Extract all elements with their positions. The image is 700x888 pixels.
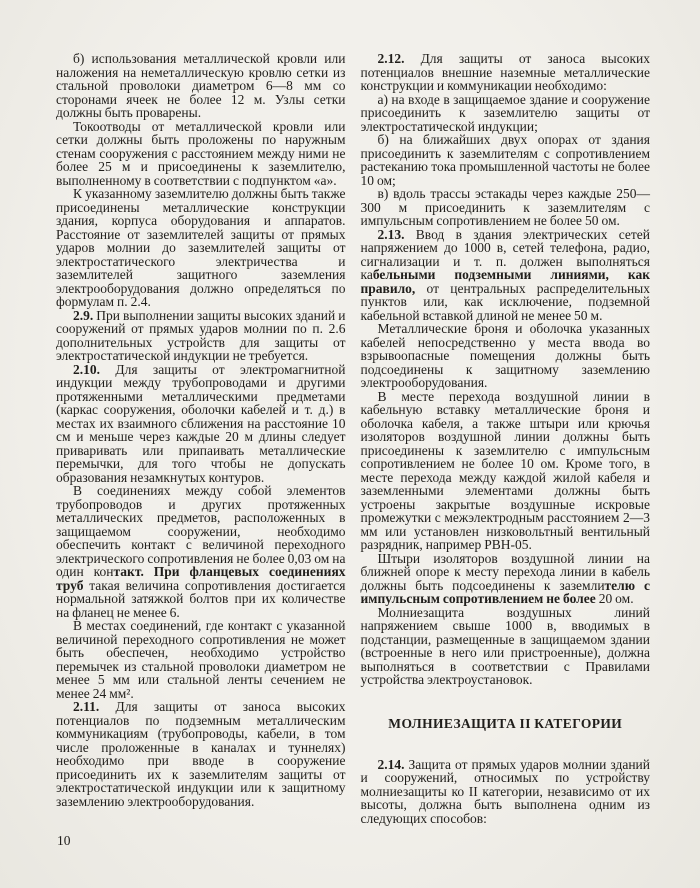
paragraph: а) на входе в защищаемое здание и сооружение присоединить к заземлителю защиты от электростатической индукции; bbox=[360, 91, 650, 134]
paragraph: Молниезащита воздушных линий напряжением свыше 1000 в, вводимых в подстанции, размещенные в защищаемом здании (встроенные в него или пристроенные), должна выполняться в соответствии с Правилами устройства электроустановок. bbox=[360, 604, 650, 687]
clause-number: 2.10. bbox=[73, 361, 116, 377]
column-right bbox=[361, 52, 651, 825]
page-number: 10 bbox=[57, 833, 71, 848]
paragraph: б) использования металлической кровли или наложения на неметаллическую кровлю сетки из стальной проволоки диаметром 6—8 мм со сторонами ячеек не более 12 м. Узлы сетки должны быть проварены. bbox=[56, 51, 346, 120]
text-columns bbox=[56, 52, 650, 825]
paragraph: 2.13. Ввод в здания электрических сетей напряжением до 1000 в, сетей телефона, радио, сигнализации и т. п. должен выполняться кабельными подземными линиями, как правило, от центральных распределительных пунктов или, как исключение, подземной кабельной вставкой длиной не менее 50 м. bbox=[360, 226, 650, 323]
paragraph: Токоотводы от металлической кровли или сетки должны быть проложены по наружным стенам сооружения с расстоянием между ними не более 25 м и присоединены к заземлителю, выполненному в соответствии с подпунктом «а». bbox=[56, 118, 346, 188]
paragraph: 2.14. Защита от прямых ударов молнии зданий и сооружений, относимых по устройству молниезащиты ко II категории, независимо от их высоты, должна быть выполнена одним из следующих способов: bbox=[360, 756, 650, 826]
paragraph: Штыри изоляторов воздушной линии на ближней опоре к месту перехода линии в кабель должны быть подсоединены к заземлителю с импульсным сопротивлением не более 20 ом. bbox=[360, 550, 650, 606]
section-heading: МОЛНИЕЗАЩИТА II КАТЕГОРИИ bbox=[388, 715, 623, 731]
paragraph: 2.9. При выполнении защиты высоких зданий и сооружений от прямых ударов молнии по п. 2.6 дополнительных устройств для защиты от электростатической индукции не требуется. bbox=[56, 307, 346, 363]
paragraph: б) на ближайших двух опорах от здания присоединить к заземлителям с сопротивлением растеканию тока промышленной частоты не более 10 ом; bbox=[360, 132, 650, 188]
paragraph: Металлические броня и оболочка указанных кабелей непосредственно у места ввода во взрывоопасные помещения должны быть подсоединены к защитному заземлению электрооборудования. bbox=[360, 321, 650, 390]
paragraph: в) вдоль трассы эстакады через каждые 250—300 м присоединить к заземлителям с импульсным сопротивлением не более 50 ом. bbox=[360, 186, 650, 228]
clause-number: 2.11. bbox=[73, 699, 116, 714]
paragraph: 2.10. Для защиты от электромагнитной индукции между трубопроводами и другими протяженными металлическими предметами (каркас сооружения, оболочки кабелей и т. д.) в местах их взаимного сближения на расстояние 10 см и меньше через каждые 20 м длины следует приваривать или припаивать металлические перемычки, для того чтобы не допускать образования незамкнутых контуров. bbox=[56, 361, 346, 485]
paragraph: В соединениях между собой элементов трубопроводов и других протяженных металлических предметов, расположенных в защищаемом сооружении, необходимо обеспечить контакт с величиной переходного электрического сопротивления не более 0,03 ом на один контакт. При фланцевых соединениях труб такая величина сопротивления достигается нормальной затяжкой болтов при их количестве на фланец не менее 6. bbox=[56, 483, 346, 620]
clause-number: 2.13. bbox=[377, 226, 416, 242]
clause-number: 2.14. bbox=[377, 756, 409, 772]
clause-number: 2.9. bbox=[73, 307, 97, 323]
paragraph: 2.12. Для защиты от заноса высоких потенциалов внешние наземные металлические конструкции и коммуникации необходимо: bbox=[360, 51, 650, 93]
column-left bbox=[56, 52, 346, 825]
paragraph: В месте перехода воздушной линии в кабельную вставку металлические броня и оболочка кабеля, а также штыри или крючья изоляторов воздушной линии должны быть присоединены к заземлителю с импульсным сопротивлением не более 10 ом. Кроме того, в месте перехода между каждой жилой кабеля и заземленными элементами должны быть устроены закрытые воздушные искровые промежутки с межэлектродным расстоянием 2—3 мм или установлен низковольтный вентильный разрядник, например РВН-05. bbox=[360, 388, 650, 552]
paragraph: 2.11. Для защиты от заноса высоких потенциалов по подземным металлическим коммуникациям (трубопроводы, кабели, в том числе проложенные в каналах и туннелях) необходимо при вводе в сооружение присоединить их к заземлителям защиты от электростатической индукции или к защитному заземлению электрооборудования. bbox=[56, 699, 346, 809]
paragraph: К указанному заземлителю должны быть также присоединены металлические конструкции здания, корпуса оборудования и аппаратов. Расстояние от заземлителей защиты от прямых ударов молнии до заземлителей защиты от электростатического электричества и заземлителей защитного заземления электрооборудования должно определяться по формулам п. 2.4. bbox=[56, 186, 346, 309]
clause-number: 2.12. bbox=[377, 51, 421, 66]
paragraph: В местах соединений, где контакт с указанной величиной переходного сопротивления не может быть обеспечен, необходимо устройство перемычек из стальной проволоки диаметром не менее 5 мм или стальной ленты сечением не менее 24 мм². bbox=[56, 618, 346, 701]
